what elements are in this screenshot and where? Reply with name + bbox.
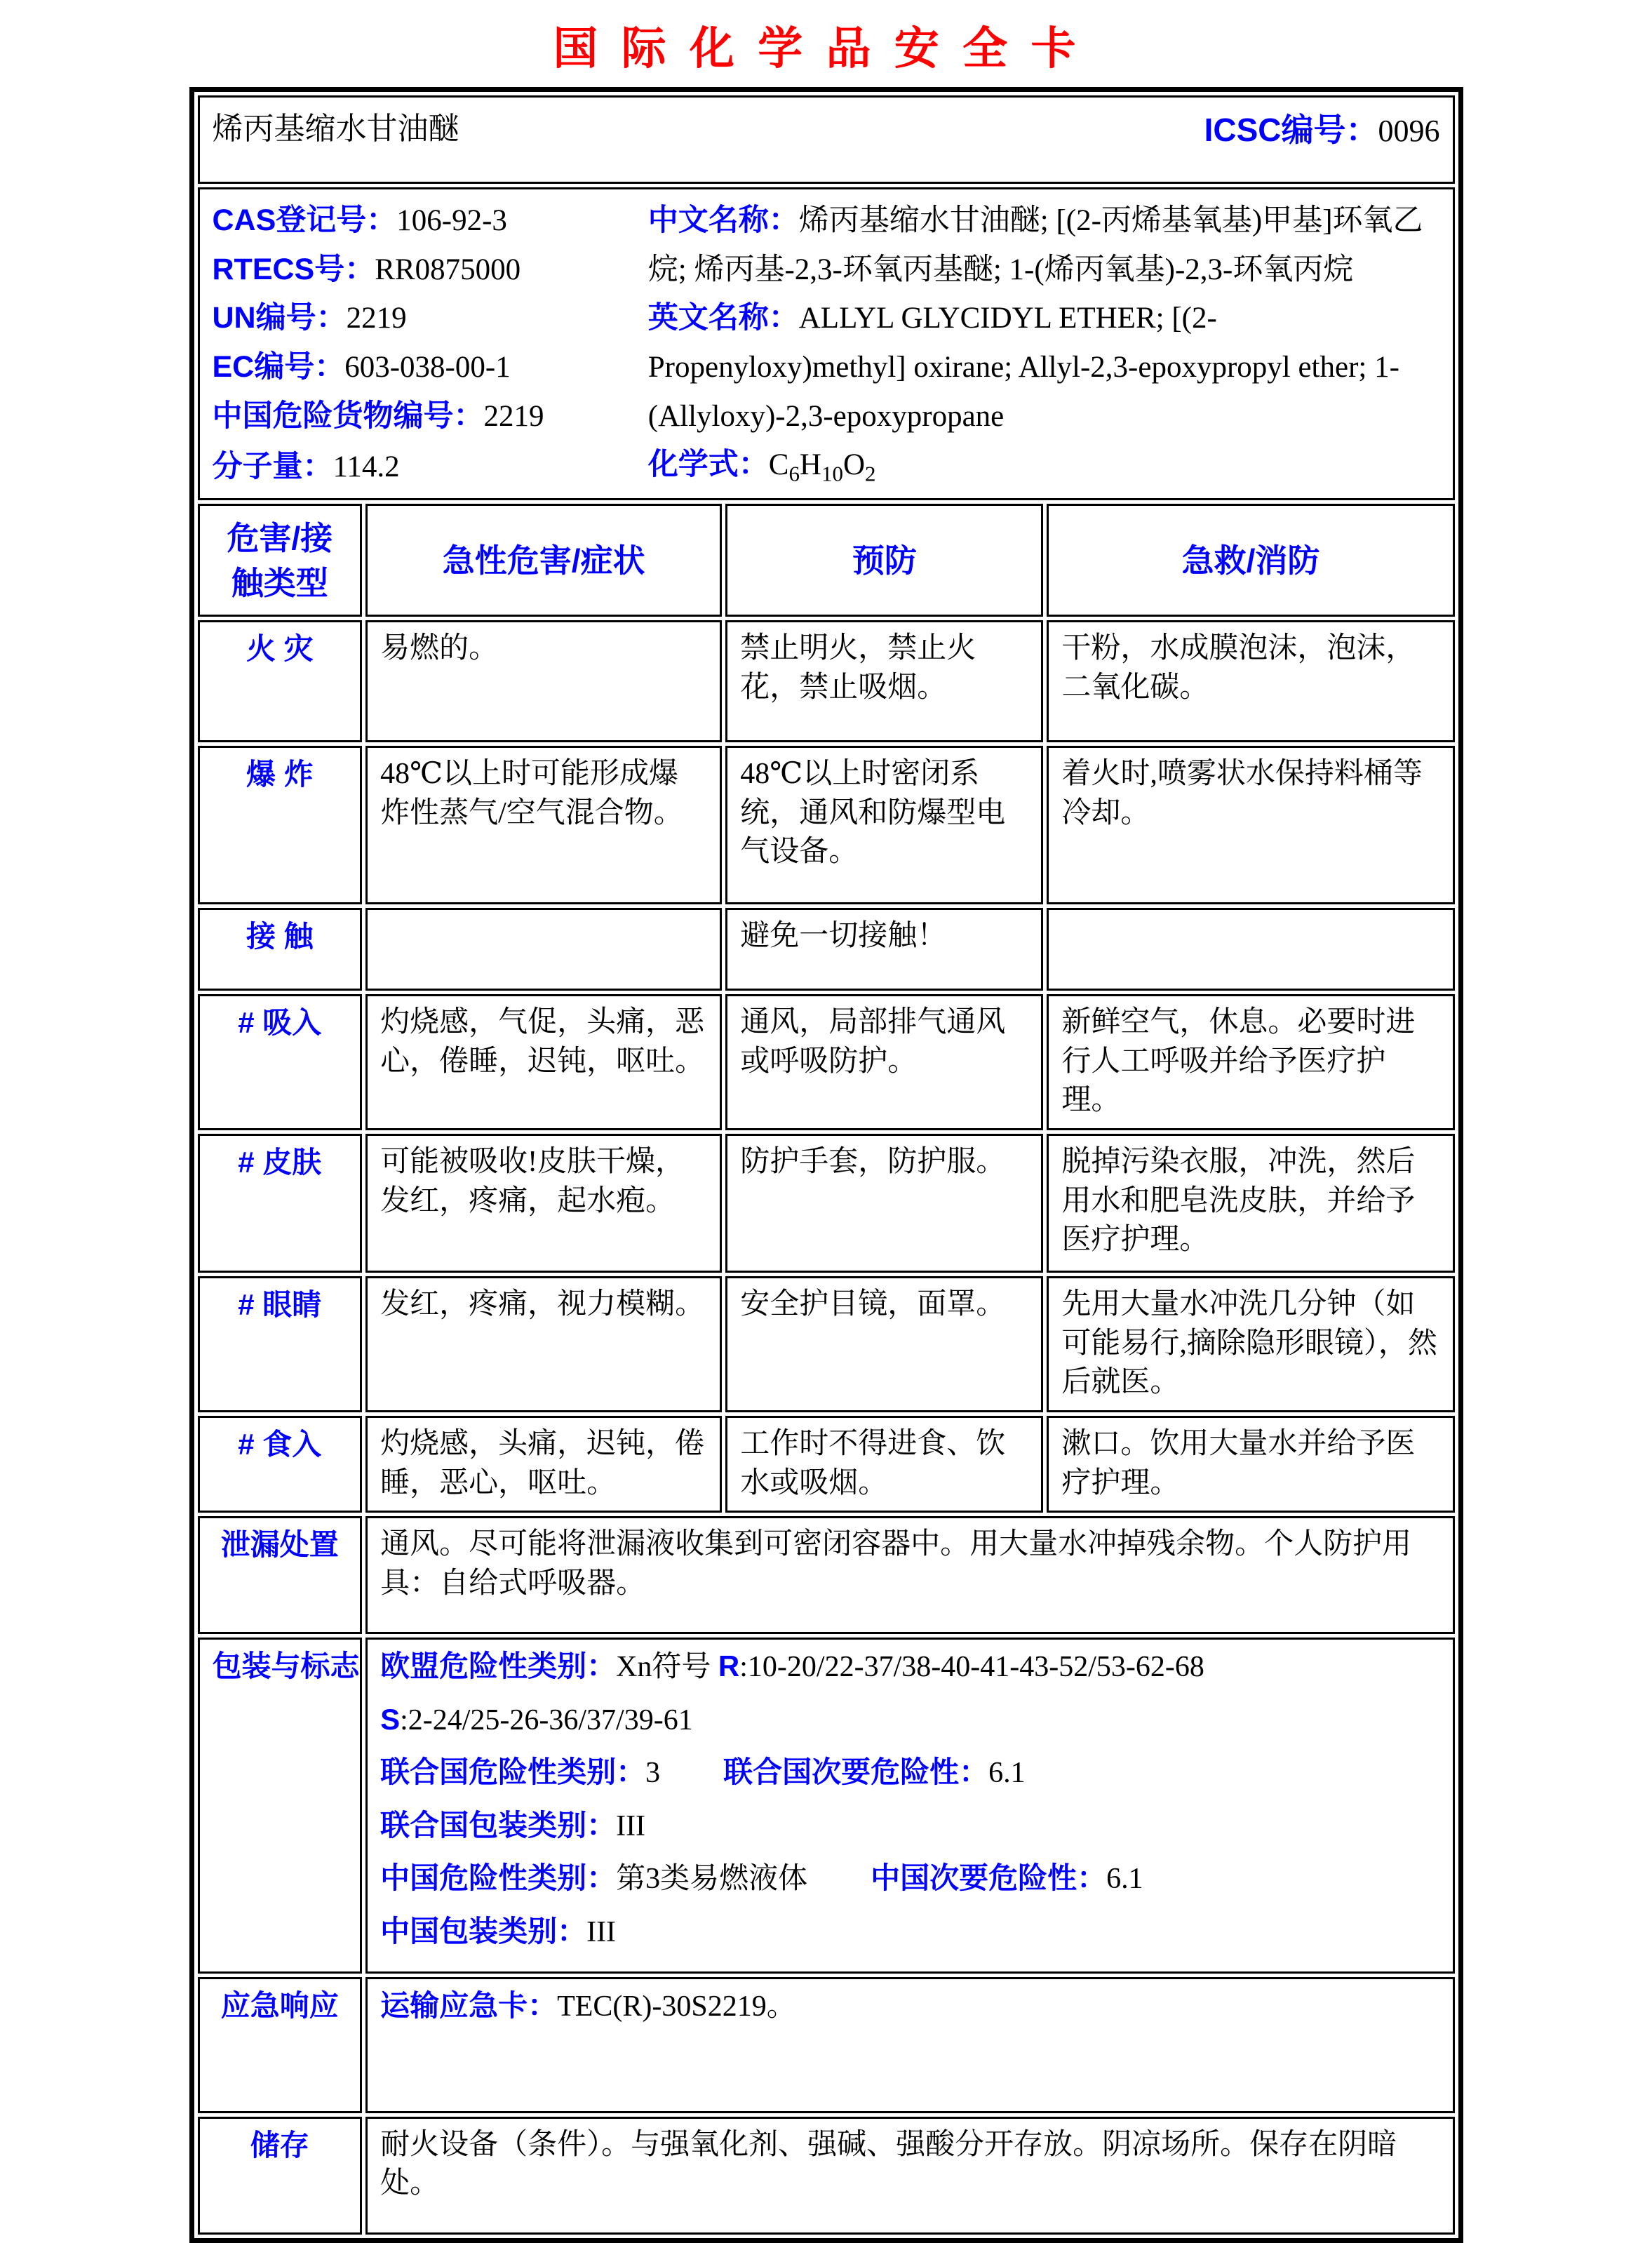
spill-content: 通风。尽可能将泄漏液收集到可密闭容器中。用大量水冲掉残余物。个人防护用具：自给式呼吸器。 [365,1516,1454,1634]
symptoms-cell: 可能被吸收!皮肤干燥，发红，疼痛，起水疱。 [365,1134,722,1273]
un-classification-line [380,1753,1439,1793]
prevention-cell: 避免一切接触！ [725,908,1043,991]
spill-row-label: 泄漏处置 [198,1516,363,1634]
storage-row-label: 储存 [198,2117,363,2235]
un-value: 2219 [346,302,407,335]
icsc-number-label: ICSC编号： [1204,112,1378,148]
hazard-row-label: 爆 炸 [198,746,363,904]
china-dg-value: 2219 [483,399,544,433]
s-phrases-line [380,1700,1439,1740]
symptoms-cell: 灼烧感，头痛，迟钝，倦睡，恶心，呕吐。 [365,1416,722,1513]
prevention-cell: 通风，局部排气通风或呼吸防护。 [725,994,1043,1130]
hazard-col-header-prevention: 预防 [725,504,1043,617]
hazard-col-header-type: 危害/接触类型 [198,504,363,617]
id-field-cas [213,196,648,246]
un-label: UN编号： [212,301,347,335]
eu-symbol: Xn符号 [616,1651,718,1684]
emergency-content [365,1977,1454,2113]
safety-card [189,87,1463,2243]
id-field-china-dg [213,392,648,441]
firstaid-cell: 着火时,喷雾状水保持料桶等冷却。 [1047,746,1454,904]
molecular-weight-value: 114.2 [333,450,400,483]
hazard-row-skin [198,1134,1455,1273]
transport-card-label: 运输应急卡： [380,1989,558,2023]
hazard-row-eyes [198,1276,1455,1412]
hazard-row-inhalation [198,994,1455,1130]
firstaid-cell: 干粉，水成膜泡沫，泡沫，二氧化碳。 [1047,620,1454,742]
molecular-weight [213,443,648,492]
un-packing-line [380,1806,1439,1846]
un-class-value: 3 [645,1757,661,1790]
chemical-formula: 化学式：$C_6H_{10}O_2$ [647,448,876,486]
symptoms-cell: 灼烧感，气促，头痛，恶心，倦睡，迟钝，呕吐。 [365,994,722,1130]
substance-header-cell [198,95,1455,184]
eu-classification-line [380,1647,1439,1687]
firstaid-cell: 漱口。饮用大量水并给予医疗护理。 [1047,1416,1454,1513]
un-subrisk-value: 6.1 [988,1757,1026,1790]
hazard-col-header-firstaid: 急救/消防 [1047,504,1454,617]
english-name-value: ALLYL GLYCIDYL ETHER; [(2-Propenyloxy)methyl] oxirane; Allyl-2,3-epoxypropyl ether; 1-(Allyloxy)-2,3-epoxypropane [647,302,1399,433]
packaging-row [198,1638,1455,1974]
chinese-name-label: 中文名称： [647,203,799,237]
cn-classification-line [380,1859,1439,1899]
packaging-content [365,1638,1454,1974]
rtecs-value: RR0875000 [375,253,521,286]
molecular-weight-label: 分子量： [212,449,333,483]
cn-subrisk-value: 6.1 [1106,1863,1143,1896]
hazard-row-ingestion [198,1416,1455,1513]
emergency-row [198,1977,1455,2113]
hazard-row-label: 接 触 [198,908,363,991]
emergency-row-label: 应急响应 [198,1977,363,2113]
packaging-row-label: 包装与标志 [198,1638,363,1974]
substance-header-row [198,95,1455,184]
cas-label: CAS登记号： [212,203,397,237]
un-packing-value: III [616,1809,646,1842]
firstaid-cell: 脱掉污染衣服，冲洗，然后用水和肥皂洗皮肤，并给予医疗护理。 [1047,1134,1454,1273]
cn-packing-label: 中国包装类别： [380,1914,587,1948]
ec-label: EC编号： [212,349,345,384]
hazard-row-fire [198,620,1455,742]
un-subrisk-label: 联合国次要危险性： [723,1755,989,1789]
un-packing-label: 联合国包装类别： [380,1808,617,1842]
registry-numbers [213,196,648,491]
prevention-cell: 防护手套，防护服。 [725,1134,1043,1273]
cas-value: 106-92-3 [396,204,507,237]
cn-packing-value: III [586,1915,617,1948]
ec-value: 603-038-00-1 [344,350,511,384]
hazard-table-header-row [198,504,1455,617]
storage-row [198,2117,1455,2235]
s-phrases-label: S [380,1702,401,1736]
firstaid-cell [1047,908,1454,991]
storage-content: 耐火设备（条件）。与强氧化剂、强碱、强酸分开存放。阴凉场所。保存在阴暗处。 [365,2117,1454,2235]
hazard-row-explosion [198,746,1455,904]
symptoms-cell [365,908,722,991]
cn-class-value: 第3类易燃液体 [616,1863,808,1896]
cn-class-label: 中国危险性类别： [380,1861,617,1895]
prevention-cell: 安全护目镜，面罩。 [725,1276,1043,1412]
substance-names [648,196,1440,491]
spill-row [198,1516,1455,1634]
firstaid-cell: 新鲜空气，休息。必要时进行人工呼吸并给予医疗护理。 [1047,994,1454,1130]
english-name [648,294,1440,441]
safety-card-table [189,87,1463,2243]
symptoms-cell: 发红，疼痛，视力模糊。 [365,1276,722,1412]
english-name-label: 英文名称： [647,301,799,335]
hazard-row-label: 火 灾 [198,620,363,742]
rtecs-label: RTECS号： [212,252,375,286]
substance-name: 烯丙基缩水甘油醚 [212,112,459,146]
r-phrases-value: :10-20/22-37/38-40-41-43-52/53-62-68 [739,1651,1204,1684]
id-field-un [213,294,648,343]
hazard-row-label: # 皮肤 [198,1134,363,1273]
china-dg-label: 中国危险货物编号： [212,399,484,433]
symptoms-cell: 易燃的。 [365,620,722,742]
icsc-number-group [1204,109,1440,152]
id-field-ec [213,343,648,392]
r-phrases-label: R [718,1649,740,1683]
identification-row [198,187,1455,500]
icsc-number-value: 0096 [1378,114,1440,148]
chinese-name-value: 烯丙基缩水甘油醚; [(2-丙烯基氧基)甲基]环氧乙烷; 烯丙基-2,3-环氧丙基醚; 1-(烯丙氧基)-2,3-环氧丙烷 [647,204,1423,286]
id-field-rtecs [213,246,648,295]
firstaid-cell: 先用大量水冲洗几分钟（如可能易行,摘除隐形眼镜），然后就医。 [1047,1276,1454,1412]
eu-class-label: 欧盟危险性类别： [380,1649,617,1683]
identification-cell [198,187,1455,500]
chinese-name [648,196,1440,294]
hazard-row-exposure [198,908,1455,991]
hazard-col-header-symptoms: 急性危害/症状 [365,504,722,617]
prevention-cell: 工作时不得进食、饮水或吸烟。 [725,1416,1043,1513]
chemical-formula-label: 化学式： [647,448,769,482]
cn-subrisk-label: 中国次要危险性： [871,1861,1107,1895]
transport-card-value: TEC(R)-30S2219。 [557,1990,796,2023]
un-class-label: 联合国危险性类别： [380,1755,646,1789]
hazard-row-label: # 吸入 [198,994,363,1130]
cn-packing-line [380,1912,1439,1952]
hazard-row-label: # 食入 [198,1416,363,1513]
hazard-row-label: # 眼睛 [198,1276,363,1412]
symptoms-cell: 48℃以上时可能形成爆炸性蒸气/空气混合物。 [365,746,722,904]
prevention-cell: 禁止明火，禁止火花，禁止吸烟。 [725,620,1043,742]
page-title: 国际化学品安全卡 [553,24,1099,74]
prevention-cell: 48℃以上时密闭系统，通风和防爆型电气设备。 [725,746,1043,904]
s-phrases-value: :2-24/25-26-36/37/39-61 [400,1703,693,1736]
